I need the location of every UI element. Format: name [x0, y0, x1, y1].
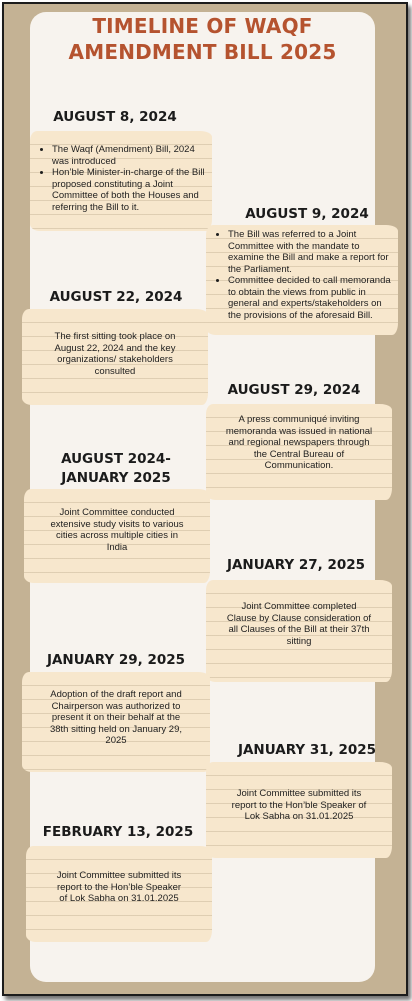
- event-description: Joint Committee submitted its report to the Hon’ble Speaker of Lok Sabha on 31.01.2025: [231, 788, 367, 822]
- event-description: A press communiqué inviting memoranda was issued in national and regional newspapers through the Central Bureau of Communication.: [225, 414, 373, 471]
- event-description: Joint Committee submitted its report to the Hon’ble Speaker of Lok Sabha on 31.01.2025: [56, 870, 182, 904]
- event-date-jan-31-2025: JANUARY 31, 2025: [237, 742, 377, 758]
- event-note-aug-2024-jan-2025: [24, 489, 210, 583]
- event-note-jan-29-2025: [22, 672, 210, 772]
- event-date-line: JANUARY 2025: [61, 470, 171, 486]
- event-date-aug-8-2024: AUGUST 8, 2024: [53, 109, 177, 125]
- event-description: Joint Committee completed Clause by Clause consideration of all Clauses of the Bill at their 37th sitting: [226, 601, 372, 647]
- event-date-jan-29-2025: JANUARY 29, 2025: [46, 652, 186, 668]
- event-bullet-list: [38, 144, 206, 213]
- event-note-jan-31-2025: [206, 762, 392, 858]
- event-note-aug-22-2024: [22, 309, 208, 405]
- event-note-aug-8-2024: [30, 131, 212, 231]
- event-note-aug-29-2024: [206, 404, 392, 500]
- event-date-aug-22-2024: AUGUST 22, 2024: [49, 289, 183, 305]
- event-bullet: • The Bill was referred to a Joint Committee with the mandate to examine the Bill and make a report for the Parliament.: [228, 229, 393, 275]
- event-date-aug-9-2024: AUGUST 9, 2024: [245, 206, 369, 222]
- event-note-jan-27-2025: [206, 580, 392, 682]
- event-bullet-list: [214, 229, 393, 321]
- event-note-feb-13-2025: [26, 846, 212, 942]
- event-date-aug-29-2024: AUGUST 29, 2024: [227, 382, 361, 398]
- event-bullet: • Hon’ble Minister-in-charge of the Bill proposed constituting a Joint Committee of both the Houses and referring the Bill to it.: [52, 167, 206, 213]
- event-date-line: AUGUST 2024-: [61, 451, 171, 467]
- event-bullet: • The Waqf (Amendment) Bill, 2024 was introduced: [52, 144, 206, 167]
- event-date-jan-27-2025: JANUARY 27, 2025: [226, 557, 366, 573]
- event-date-aug-2024-jan-2025: [30, 450, 202, 488]
- event-description: Joint Committee conducted extensive study visits to various cities across multiple cities in India: [50, 507, 184, 553]
- event-bullet: • Committee decided to call memoranda to obtain the views from public in general and experts/stakeholders on the provisions of the aforesaid Bill.: [228, 275, 393, 321]
- event-description: Adoption of the draft report and Chairperson was authorized to present it on their behalf at the 38th sitting held on January 29, 2025: [49, 689, 183, 746]
- event-note-aug-9-2024: [206, 225, 398, 335]
- title-line-2: AMENDMENT BILL 2025: [68, 40, 337, 64]
- title-line-1: TIMELINE OF WAQF: [92, 14, 313, 38]
- event-date-feb-13-2025: FEBRUARY 13, 2025: [42, 824, 194, 840]
- page-title: [30, 13, 375, 65]
- event-description: The first sitting took place on August 22, 2024 and the key organizations/ stakeholders consulted: [54, 331, 176, 377]
